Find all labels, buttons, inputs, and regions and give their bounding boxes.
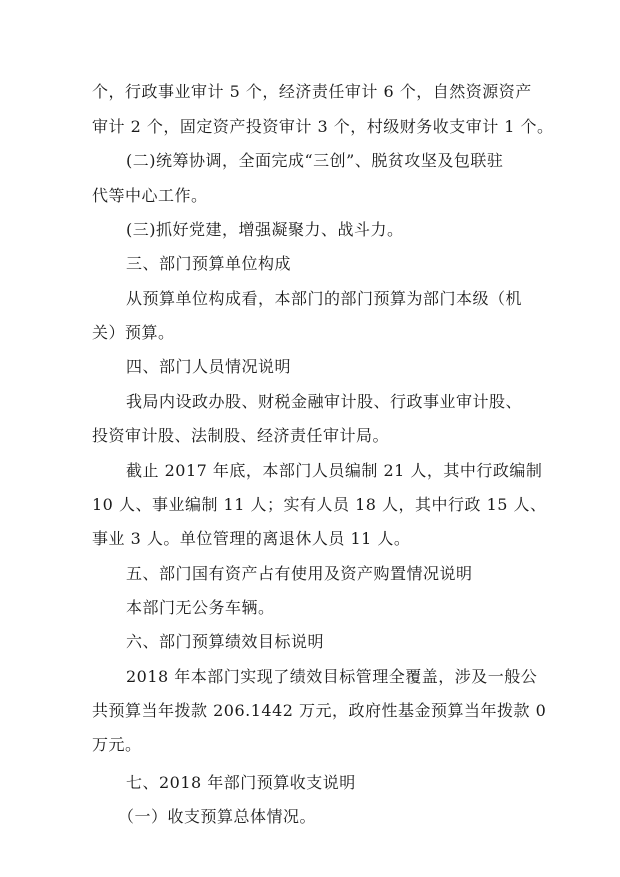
paragraph-line: 万元。 xyxy=(92,735,142,754)
paragraph-line: 从预算单位构成看，本部门的部门预算为部门本级（机 xyxy=(126,289,523,308)
paragraph-line: 审计 2 个，固定资产投资审计 3 个，村级财务收支审计 1 个。 xyxy=(92,117,554,136)
paragraph-line: 投资审计股、法制股、经济责任审计局。 xyxy=(92,426,390,445)
section-heading: 四、部门人员情况说明 xyxy=(126,357,292,376)
paragraph-line: 事业 3 人。单位管理的离退休人员 11 人。 xyxy=(92,529,411,548)
subsection-heading: （一）收支预算总体情况。 xyxy=(118,807,317,826)
paragraph-line: 个，行政事业审计 5 个，经济责任审计 6 个，自然资源资产 xyxy=(92,82,532,101)
paragraph-line: 10 人、事业编制 11 人；实有人员 18 人，其中行政 15 人、 xyxy=(92,495,547,514)
paragraph-line: 我局内设政办股、财税金融审计股、行政事业审计股、 xyxy=(126,392,523,411)
paragraph-line: 本部门无公务车辆。 xyxy=(126,598,275,617)
paragraph-line: (二)统筹协调，全面完成“三创”、脱贫攻坚及包联驻 xyxy=(126,151,504,170)
section-heading: 三、部门预算单位构成 xyxy=(126,254,292,273)
paragraph-line: (三)抓好党建，增强凝聚力、战斗力。 xyxy=(126,220,404,239)
paragraph-line: 共预算当年拨款 206.1442 万元，政府性基金预算当年拨款 0 xyxy=(92,701,547,720)
paragraph-line: 关）预算。 xyxy=(92,323,175,342)
section-heading: 五、部门国有资产占有使用及资产购置情况说明 xyxy=(126,564,473,583)
paragraph-line: 截止 2017 年底，本部门人员编制 21 人，其中行政编制 xyxy=(126,461,543,480)
section-heading: 七、2018 年部门预算收支说明 xyxy=(126,773,356,792)
paragraph-line: 代等中心工作。 xyxy=(92,186,208,205)
paragraph-line: 2018 年本部门实现了绩效目标管理全覆盖，涉及一般公 xyxy=(126,667,538,686)
section-heading: 六、部门预算绩效目标说明 xyxy=(126,632,325,651)
